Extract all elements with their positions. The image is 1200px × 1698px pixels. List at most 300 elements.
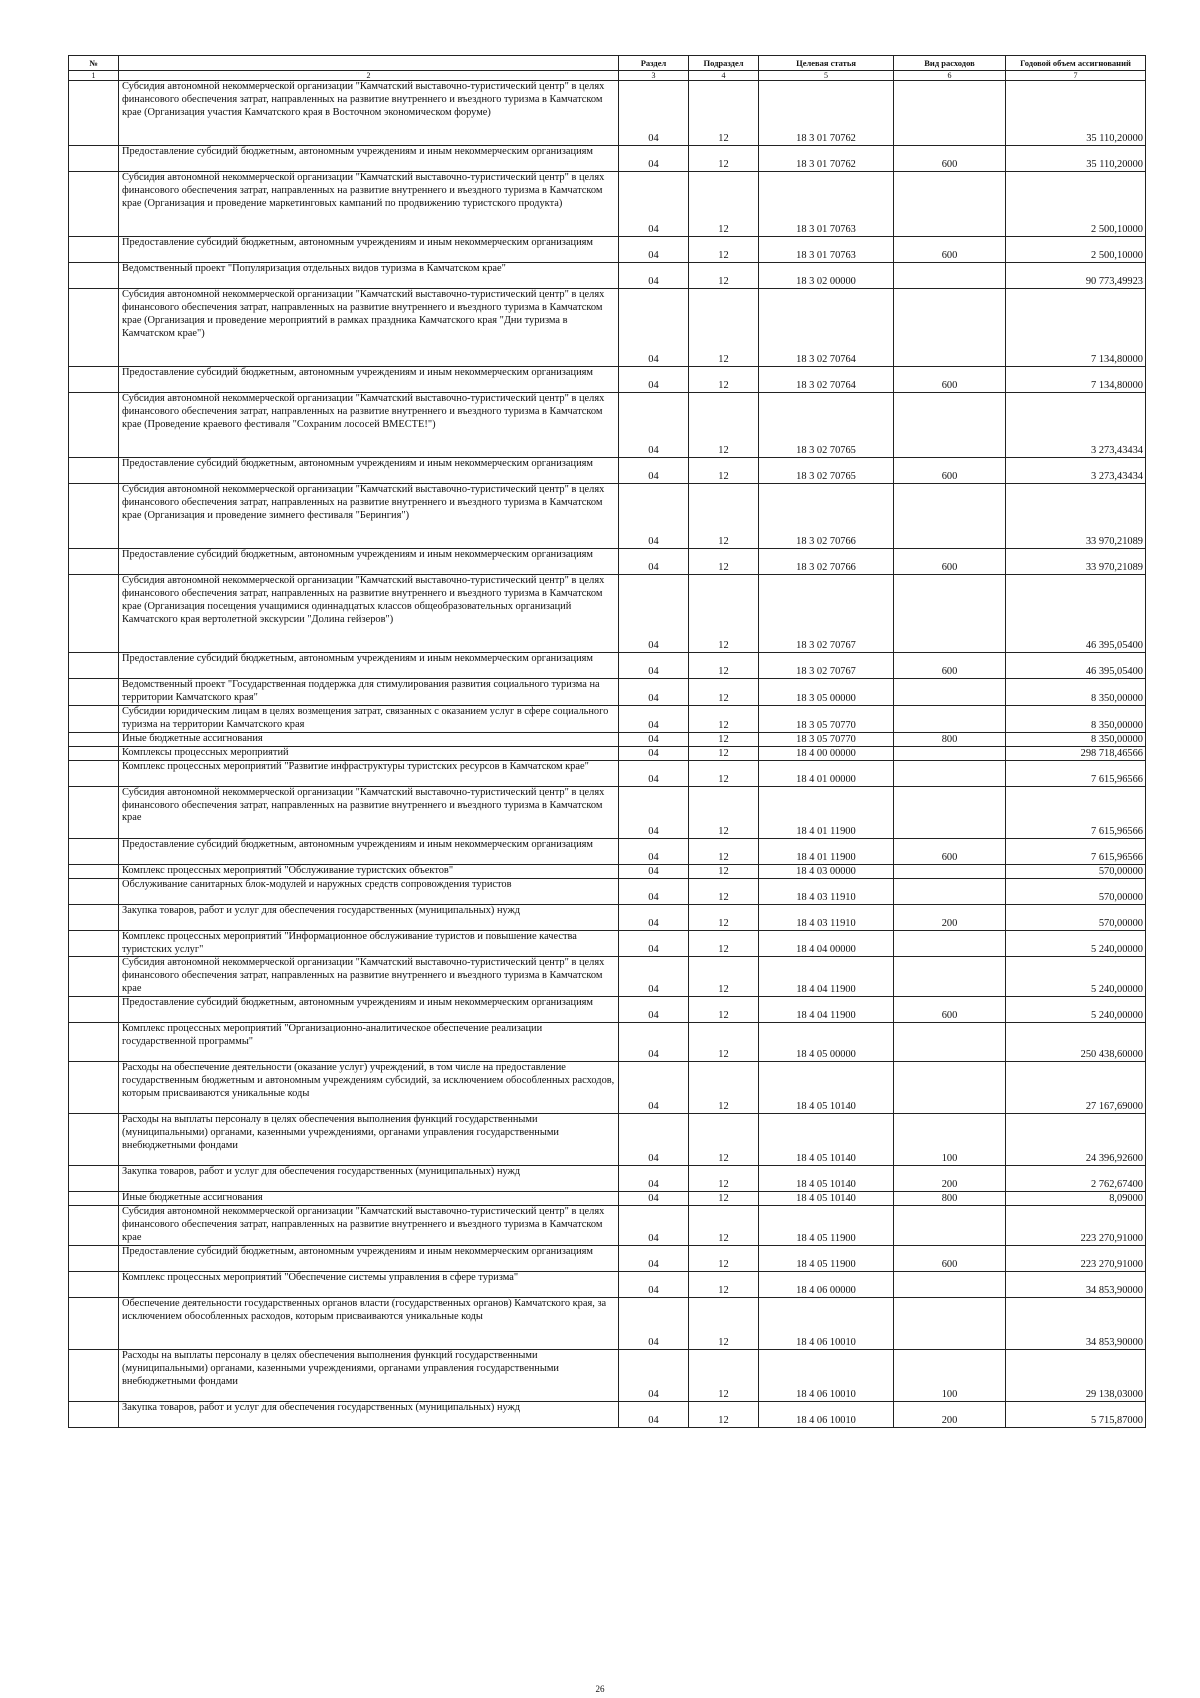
cell-vid: 600: [894, 237, 1006, 263]
cell-vid: [894, 484, 1006, 549]
row-number-cell: [69, 458, 119, 484]
cell-razdel: 04: [619, 393, 689, 458]
cell-razdel: 04: [619, 957, 689, 997]
cell-razdel: 04: [619, 1192, 689, 1206]
cell-razdel: 04: [619, 904, 689, 930]
table-row: [69, 838, 1146, 864]
cell-celevaya: 18 3 02 70764: [759, 289, 894, 367]
cell-value: 24 396,92600: [1006, 1114, 1146, 1166]
cell-celevaya: 18 4 03 11910: [759, 904, 894, 930]
cell-podrazdel: 12: [689, 1114, 759, 1166]
cell-celevaya: 18 4 06 10010: [759, 1401, 894, 1427]
budget-table-sheet: [68, 55, 1145, 1428]
cell-razdel: 04: [619, 864, 689, 878]
cell-podrazdel: 12: [689, 458, 759, 484]
table-row: [69, 705, 1146, 732]
row-number-cell: [69, 1023, 119, 1062]
cell-celevaya: 18 4 05 10140: [759, 1166, 894, 1192]
cell-razdel: 04: [619, 878, 689, 904]
cell-name: Комплекс процессных мероприятий "Обеспечение системы управления в сфере туризма": [119, 1271, 619, 1297]
cell-celevaya: 18 4 05 10140: [759, 1062, 894, 1114]
cell-celevaya: 18 4 05 11900: [759, 1206, 894, 1246]
header-razdel: Раздел: [619, 56, 689, 71]
cell-value: 8 350,00000: [1006, 679, 1146, 706]
cell-celevaya: 18 3 02 70766: [759, 484, 894, 549]
cell-name: Субсидия автономной некоммерческой организации "Камчатский выставочно-туристический центр" в целях финансового обеспечения затрат, направленных на развитие внутреннего и въездного туризма в Камчатском крае (Организация участия Камчатского края в Восточном экономическом форуме): [119, 81, 619, 146]
table-row: [69, 878, 1146, 904]
cell-celevaya: 18 4 05 00000: [759, 1023, 894, 1062]
cell-name: Предоставление субсидий бюджетным, автономным учреждениям и иным некоммерческим организациям: [119, 549, 619, 575]
row-number-cell: [69, 760, 119, 786]
cell-vid: 100: [894, 1114, 1006, 1166]
cell-podrazdel: 12: [689, 1192, 759, 1206]
row-number-cell: [69, 237, 119, 263]
cell-podrazdel: 12: [689, 1245, 759, 1271]
column-number: 1: [69, 71, 119, 81]
table-row: [69, 146, 1146, 172]
cell-podrazdel: 12: [689, 81, 759, 146]
cell-podrazdel: 12: [689, 1297, 759, 1349]
cell-name: Субсидия автономной некоммерческой организации "Камчатский выставочно-туристический центр" в целях финансового обеспечения затрат, направленных на развитие внутреннего и въездного туризма в Камчатском крае: [119, 957, 619, 997]
row-number-cell: [69, 1271, 119, 1297]
cell-razdel: 04: [619, 549, 689, 575]
cell-name: Комплекс процессных мероприятий "Информационное обслуживание туристов и повышение качества туристских услуг": [119, 930, 619, 957]
header-name: [119, 56, 619, 71]
row-number-cell: [69, 679, 119, 706]
cell-value: 570,00000: [1006, 904, 1146, 930]
cell-razdel: 04: [619, 289, 689, 367]
cell-value: 2 762,67400: [1006, 1166, 1146, 1192]
cell-vid: 200: [894, 904, 1006, 930]
cell-podrazdel: 12: [689, 146, 759, 172]
table-row: [69, 957, 1146, 997]
cell-name: Субсидия автономной некоммерческой организации "Камчатский выставочно-туристический центр" в целях финансового обеспечения затрат, направленных на развитие внутреннего и въездного туризма в Камчатском крае (Организация и проведение маркетинговых кампаний по продвижению туристского продукта): [119, 172, 619, 237]
cell-value: 8 350,00000: [1006, 705, 1146, 732]
cell-celevaya: 18 4 03 11910: [759, 878, 894, 904]
row-number-cell: [69, 484, 119, 549]
cell-vid: [894, 957, 1006, 997]
row-number-cell: [69, 172, 119, 237]
row-number-cell: [69, 1245, 119, 1271]
cell-vid: 200: [894, 1166, 1006, 1192]
cell-vid: 600: [894, 549, 1006, 575]
cell-podrazdel: 12: [689, 864, 759, 878]
cell-celevaya: 18 3 02 00000: [759, 263, 894, 289]
cell-value: 27 167,69000: [1006, 1062, 1146, 1114]
row-number-cell: [69, 957, 119, 997]
cell-razdel: 04: [619, 760, 689, 786]
cell-vid: [894, 746, 1006, 760]
cell-celevaya: 18 4 06 00000: [759, 1271, 894, 1297]
cell-value: 2 500,10000: [1006, 237, 1146, 263]
cell-celevaya: 18 4 05 11900: [759, 1245, 894, 1271]
table-row: [69, 1023, 1146, 1062]
cell-celevaya: 18 4 06 10010: [759, 1349, 894, 1401]
cell-podrazdel: 12: [689, 484, 759, 549]
table-row: [69, 1271, 1146, 1297]
cell-podrazdel: 12: [689, 904, 759, 930]
table-row: [69, 760, 1146, 786]
cell-vid: [894, 393, 1006, 458]
cell-name: Обеспечение деятельности государственных органов власти (государственных органов) Камчатского края, за исключением обособленных расходов, которым присваиваются уникальные коды: [119, 1297, 619, 1349]
row-number-cell: [69, 904, 119, 930]
column-number-row: [69, 71, 1146, 81]
cell-celevaya: 18 4 01 00000: [759, 760, 894, 786]
cell-vid: [894, 1023, 1006, 1062]
cell-podrazdel: 12: [689, 957, 759, 997]
cell-razdel: 04: [619, 1062, 689, 1114]
cell-value: 3 273,43434: [1006, 458, 1146, 484]
cell-podrazdel: 12: [689, 1271, 759, 1297]
cell-celevaya: 18 3 02 70765: [759, 393, 894, 458]
row-number-cell: [69, 878, 119, 904]
budget-table: [68, 55, 1146, 1428]
cell-podrazdel: 12: [689, 653, 759, 679]
cell-celevaya: 18 3 01 70763: [759, 172, 894, 237]
row-number-cell: [69, 1297, 119, 1349]
cell-celevaya: 18 4 01 11900: [759, 838, 894, 864]
row-number-cell: [69, 1192, 119, 1206]
cell-razdel: 04: [619, 838, 689, 864]
cell-celevaya: 18 3 01 70762: [759, 146, 894, 172]
cell-name: Субсидия автономной некоммерческой организации "Камчатский выставочно-туристический центр" в целях финансового обеспечения затрат, направленных на развитие внутреннего и въездного туризма в Камчатском крае: [119, 786, 619, 838]
cell-value: 3 273,43434: [1006, 393, 1146, 458]
table-row: [69, 81, 1146, 146]
cell-value: 46 395,05400: [1006, 653, 1146, 679]
cell-vid: [894, 760, 1006, 786]
cell-value: 8 350,00000: [1006, 732, 1146, 746]
cell-razdel: 04: [619, 484, 689, 549]
row-number-cell: [69, 1401, 119, 1427]
cell-vid: [894, 172, 1006, 237]
cell-vid: 800: [894, 732, 1006, 746]
row-number-cell: [69, 1114, 119, 1166]
cell-name: Комплекс процессных мероприятий "Организационно-аналитическое обеспечение реализации государственной программы": [119, 1023, 619, 1062]
table-row: [69, 458, 1146, 484]
cell-podrazdel: 12: [689, 263, 759, 289]
cell-name: Расходы на обеспечение деятельности (оказание услуг) учреждений, в том числе на предоставление государственным бюджетным и автономным учреждениям субсидий, за исключением обособленных расходов, которым присваиваются уникальные коды: [119, 1062, 619, 1114]
cell-value: 7 615,96566: [1006, 786, 1146, 838]
cell-name: Субсидия автономной некоммерческой организации "Камчатский выставочно-туристический центр" в целях финансового обеспечения затрат, направленных на развитие внутреннего и въездного туризма в Камчатском крае: [119, 1206, 619, 1246]
cell-razdel: 04: [619, 172, 689, 237]
table-row: [69, 746, 1146, 760]
cell-value: 34 853,90000: [1006, 1271, 1146, 1297]
table-row: [69, 1297, 1146, 1349]
column-number: 6: [894, 71, 1006, 81]
cell-name: Обслуживание санитарных блок-модулей и наружных средств сопровождения туристов: [119, 878, 619, 904]
table-row: [69, 1166, 1146, 1192]
cell-podrazdel: 12: [689, 1166, 759, 1192]
cell-vid: 600: [894, 838, 1006, 864]
cell-razdel: 04: [619, 786, 689, 838]
table-row: [69, 367, 1146, 393]
cell-vid: [894, 1206, 1006, 1246]
cell-razdel: 04: [619, 705, 689, 732]
cell-razdel: 04: [619, 367, 689, 393]
row-number-cell: [69, 81, 119, 146]
cell-vid: 800: [894, 1192, 1006, 1206]
cell-podrazdel: 12: [689, 930, 759, 957]
cell-value: 34 853,90000: [1006, 1297, 1146, 1349]
cell-celevaya: 18 3 05 70770: [759, 705, 894, 732]
cell-razdel: 04: [619, 1349, 689, 1401]
cell-name: Закупка товаров, работ и услуг для обеспечения государственных (муниципальных) нужд: [119, 1166, 619, 1192]
cell-podrazdel: 12: [689, 997, 759, 1023]
column-number: 5: [759, 71, 894, 81]
cell-name: Расходы на выплаты персоналу в целях обеспечения выполнения функций государственными (муниципальными) органами, казенными учреждениями, органами управления государственными внебюджетными фондами: [119, 1114, 619, 1166]
cell-celevaya: 18 3 05 70770: [759, 732, 894, 746]
page-number: 26: [595, 1684, 605, 1694]
cell-razdel: 04: [619, 746, 689, 760]
cell-value: 90 773,49923: [1006, 263, 1146, 289]
cell-name: Предоставление субсидий бюджетным, автономным учреждениям и иным некоммерческим организациям: [119, 367, 619, 393]
cell-vid: [894, 786, 1006, 838]
cell-celevaya: 18 4 06 10010: [759, 1297, 894, 1349]
cell-celevaya: 18 3 02 70767: [759, 575, 894, 653]
cell-name: Закупка товаров, работ и услуг для обеспечения государственных (муниципальных) нужд: [119, 1401, 619, 1427]
table-row: [69, 172, 1146, 237]
cell-value: 7 134,80000: [1006, 289, 1146, 367]
cell-podrazdel: 12: [689, 289, 759, 367]
cell-podrazdel: 12: [689, 760, 759, 786]
table-row: [69, 1245, 1146, 1271]
cell-vid: 600: [894, 146, 1006, 172]
cell-razdel: 04: [619, 1206, 689, 1246]
cell-name: Комплекс процессных мероприятий "Обслуживание туристских объектов": [119, 864, 619, 878]
cell-celevaya: 18 4 04 11900: [759, 957, 894, 997]
row-number-cell: [69, 864, 119, 878]
cell-podrazdel: 12: [689, 1023, 759, 1062]
table-row: [69, 263, 1146, 289]
cell-value: 570,00000: [1006, 864, 1146, 878]
row-number-cell: [69, 1349, 119, 1401]
cell-razdel: 04: [619, 930, 689, 957]
cell-value: 223 270,91000: [1006, 1206, 1146, 1246]
cell-podrazdel: 12: [689, 172, 759, 237]
cell-value: 35 110,20000: [1006, 81, 1146, 146]
table-row: [69, 575, 1146, 653]
cell-podrazdel: 12: [689, 549, 759, 575]
cell-podrazdel: 12: [689, 878, 759, 904]
cell-vid: [894, 1062, 1006, 1114]
table-row: [69, 864, 1146, 878]
cell-name: Субсидия автономной некоммерческой организации "Камчатский выставочно-туристический центр" в целях финансового обеспечения затрат, направленных на развитие внутреннего и въездного туризма в Камчатском крае (Организация и проведение мероприятий в рамках праздника Камчатского края "Дни туризма в Камчатском крае"): [119, 289, 619, 367]
cell-vid: [894, 1271, 1006, 1297]
table-row: [69, 1062, 1146, 1114]
cell-value: 7 615,96566: [1006, 838, 1146, 864]
header-vid: Вид расходов: [894, 56, 1006, 71]
table-row: [69, 1349, 1146, 1401]
header-podrazdel: Подраздел: [689, 56, 759, 71]
cell-podrazdel: 12: [689, 786, 759, 838]
cell-vid: 600: [894, 653, 1006, 679]
cell-razdel: 04: [619, 732, 689, 746]
row-number-cell: [69, 263, 119, 289]
cell-name: Расходы на выплаты персоналу в целях обеспечения выполнения функций государственными (муниципальными) органами, казенными учреждениями, органами управления государственными внебюджетными фондами: [119, 1349, 619, 1401]
cell-celevaya: 18 4 05 10140: [759, 1192, 894, 1206]
table-row: [69, 930, 1146, 957]
cell-name: Закупка товаров, работ и услуг для обеспечения государственных (муниципальных) нужд: [119, 904, 619, 930]
cell-value: 7 615,96566: [1006, 760, 1146, 786]
cell-razdel: 04: [619, 1166, 689, 1192]
table-row: [69, 1114, 1146, 1166]
table-row: [69, 1206, 1146, 1246]
cell-vid: 600: [894, 367, 1006, 393]
cell-celevaya: 18 4 00 00000: [759, 746, 894, 760]
cell-value: 5 240,00000: [1006, 997, 1146, 1023]
cell-celevaya: 18 3 02 70765: [759, 458, 894, 484]
header-celevaya: Целевая статья: [759, 56, 894, 71]
row-number-cell: [69, 1166, 119, 1192]
cell-name: Иные бюджетные ассигнования: [119, 1192, 619, 1206]
header-obem: Годовой объем ассигнований: [1006, 56, 1146, 71]
cell-podrazdel: 12: [689, 1401, 759, 1427]
cell-razdel: 04: [619, 263, 689, 289]
cell-podrazdel: 12: [689, 575, 759, 653]
cell-vid: [894, 1297, 1006, 1349]
cell-name: Субсидии юридическим лицам в целях возмещения затрат, связанных с оказанием услуг в сфере социального туризма на территории Камчатского края: [119, 705, 619, 732]
cell-name: Предоставление субсидий бюджетным, автономным учреждениям и иным некоммерческим организациям: [119, 237, 619, 263]
cell-celevaya: 18 4 01 11900: [759, 786, 894, 838]
cell-name: Субсидия автономной некоммерческой организации "Камчатский выставочно-туристический центр" в целях финансового обеспечения затрат, направленных на развитие внутреннего и въездного туризма в Камчатском крае (Организация посещения учащимися одиннадцатых классов общеобразовательных организаций Камчатского края вертолетной экскурсии "Долина гейзеров"): [119, 575, 619, 653]
column-number: 4: [689, 71, 759, 81]
cell-razdel: 04: [619, 997, 689, 1023]
row-number-cell: [69, 786, 119, 838]
row-number-cell: [69, 746, 119, 760]
table-row: [69, 653, 1146, 679]
cell-razdel: 04: [619, 1271, 689, 1297]
cell-value: 298 718,46566: [1006, 746, 1146, 760]
cell-value: 46 395,05400: [1006, 575, 1146, 653]
cell-razdel: 04: [619, 458, 689, 484]
cell-vid: [894, 705, 1006, 732]
cell-name: Иные бюджетные ассигнования: [119, 732, 619, 746]
row-number-cell: [69, 575, 119, 653]
cell-vid: [894, 864, 1006, 878]
cell-celevaya: 18 3 02 70764: [759, 367, 894, 393]
table-row: [69, 732, 1146, 746]
table-row: [69, 393, 1146, 458]
cell-vid: 600: [894, 1245, 1006, 1271]
table-row: [69, 484, 1146, 549]
cell-name: Комплекс процессных мероприятий "Развитие инфраструктуры туристских ресурсов в Камчатском крае": [119, 760, 619, 786]
row-number-cell: [69, 997, 119, 1023]
cell-name: Предоставление субсидий бюджетным, автономным учреждениям и иным некоммерческим организациям: [119, 997, 619, 1023]
row-number-cell: [69, 367, 119, 393]
cell-value: 223 270,91000: [1006, 1245, 1146, 1271]
cell-name: Предоставление субсидий бюджетным, автономным учреждениям и иным некоммерческим организациям: [119, 1245, 619, 1271]
row-number-cell: [69, 1206, 119, 1246]
table-row: [69, 289, 1146, 367]
cell-name: Предоставление субсидий бюджетным, автономным учреждениям и иным некоммерческим организациям: [119, 653, 619, 679]
cell-value: 33 970,21089: [1006, 549, 1146, 575]
cell-vid: 200: [894, 1401, 1006, 1427]
cell-value: 570,00000: [1006, 878, 1146, 904]
cell-vid: [894, 289, 1006, 367]
cell-vid: 600: [894, 997, 1006, 1023]
cell-podrazdel: 12: [689, 1062, 759, 1114]
cell-vid: [894, 878, 1006, 904]
cell-name: Субсидия автономной некоммерческой организации "Камчатский выставочно-туристический центр" в целях финансового обеспечения затрат, направленных на развитие внутреннего и въездного туризма в Камчатском крае (Проведение краевого фестиваля "Сохраним лососей ВМЕСТЕ!"): [119, 393, 619, 458]
cell-value: 35 110,20000: [1006, 146, 1146, 172]
cell-podrazdel: 12: [689, 679, 759, 706]
cell-podrazdel: 12: [689, 732, 759, 746]
cell-celevaya: 18 3 01 70762: [759, 81, 894, 146]
cell-celevaya: 18 3 05 00000: [759, 679, 894, 706]
table-row: [69, 549, 1146, 575]
cell-razdel: 04: [619, 1245, 689, 1271]
cell-podrazdel: 12: [689, 746, 759, 760]
cell-celevaya: 18 4 03 00000: [759, 864, 894, 878]
table-row: [69, 1192, 1146, 1206]
cell-value: 33 970,21089: [1006, 484, 1146, 549]
cell-podrazdel: 12: [689, 1349, 759, 1401]
table-row: [69, 904, 1146, 930]
cell-vid: 600: [894, 458, 1006, 484]
cell-name: Ведомственный проект "Популяризация отдельных видов туризма в Камчатском крае": [119, 263, 619, 289]
cell-podrazdel: 12: [689, 237, 759, 263]
table-row: [69, 237, 1146, 263]
header-no: №: [69, 56, 119, 71]
cell-value: 2 500,10000: [1006, 172, 1146, 237]
column-number: 7: [1006, 71, 1146, 81]
cell-celevaya: 18 4 04 11900: [759, 997, 894, 1023]
cell-name: Субсидия автономной некоммерческой организации "Камчатский выставочно-туристический центр" в целях финансового обеспечения затрат, направленных на развитие внутреннего и въездного туризма в Камчатском крае (Организация и проведение зимнего фестиваля "Берингия"): [119, 484, 619, 549]
cell-vid: [894, 81, 1006, 146]
cell-podrazdel: 12: [689, 393, 759, 458]
cell-vid: [894, 263, 1006, 289]
cell-razdel: 04: [619, 1297, 689, 1349]
cell-name: Предоставление субсидий бюджетным, автономным учреждениям и иным некоммерческим организациям: [119, 838, 619, 864]
row-number-cell: [69, 1062, 119, 1114]
row-number-cell: [69, 653, 119, 679]
row-number-cell: [69, 289, 119, 367]
table-header-row: [69, 56, 1146, 71]
column-number: 3: [619, 71, 689, 81]
cell-vid: 100: [894, 1349, 1006, 1401]
table-row: [69, 786, 1146, 838]
cell-podrazdel: 12: [689, 838, 759, 864]
cell-razdel: 04: [619, 237, 689, 263]
table-row: [69, 997, 1146, 1023]
cell-vid: [894, 575, 1006, 653]
cell-celevaya: 18 4 05 10140: [759, 1114, 894, 1166]
cell-vid: [894, 679, 1006, 706]
cell-name: Предоставление субсидий бюджетным, автономным учреждениям и иным некоммерческим организациям: [119, 146, 619, 172]
cell-razdel: 04: [619, 81, 689, 146]
cell-razdel: 04: [619, 1401, 689, 1427]
cell-celevaya: 18 3 02 70766: [759, 549, 894, 575]
row-number-cell: [69, 930, 119, 957]
table-body: [69, 81, 1146, 1428]
cell-value: 5 715,87000: [1006, 1401, 1146, 1427]
cell-name: Комплексы процессных мероприятий: [119, 746, 619, 760]
column-number: 2: [119, 71, 619, 81]
cell-razdel: 04: [619, 1023, 689, 1062]
cell-razdel: 04: [619, 146, 689, 172]
cell-celevaya: 18 3 02 70767: [759, 653, 894, 679]
cell-value: 5 240,00000: [1006, 930, 1146, 957]
row-number-cell: [69, 705, 119, 732]
row-number-cell: [69, 549, 119, 575]
cell-razdel: 04: [619, 575, 689, 653]
cell-podrazdel: 12: [689, 367, 759, 393]
cell-name: Предоставление субсидий бюджетным, автономным учреждениям и иным некоммерческим организациям: [119, 458, 619, 484]
cell-vid: [894, 930, 1006, 957]
row-number-cell: [69, 146, 119, 172]
cell-podrazdel: 12: [689, 705, 759, 732]
table-row: [69, 1401, 1146, 1427]
